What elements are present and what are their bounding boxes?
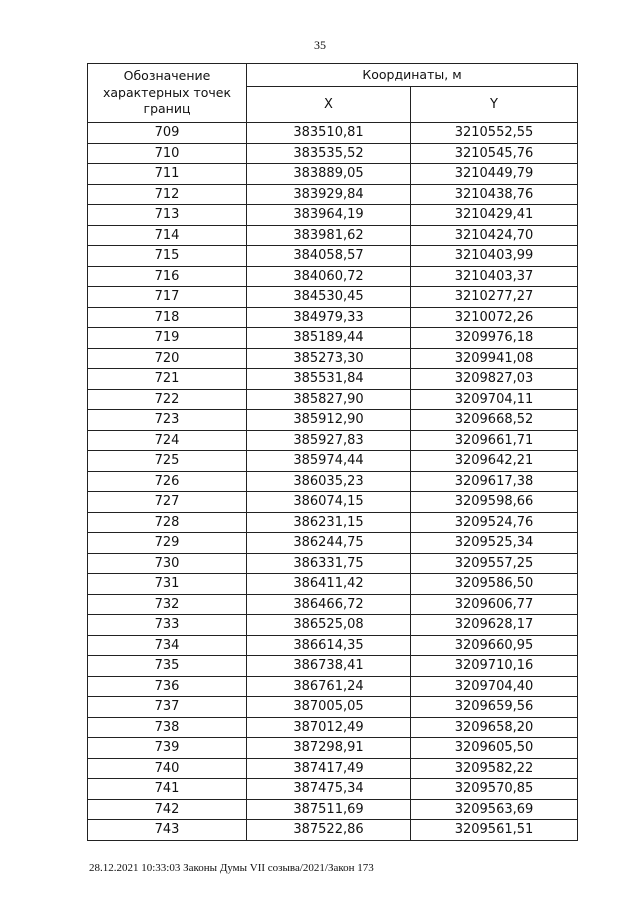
y-coordinate-cell: 3209941,08	[411, 348, 578, 369]
y-coordinate-cell: 3209586,50	[411, 574, 578, 595]
table-row	[88, 451, 578, 472]
point-number-cell: 718	[88, 307, 247, 328]
y-coordinate-cell: 3209570,85	[411, 779, 578, 800]
x-coordinate-cell: 386035,23	[247, 471, 411, 492]
y-coordinate-cell: 3209605,50	[411, 738, 578, 759]
point-number-cell: 727	[88, 492, 247, 513]
point-number-cell: 738	[88, 717, 247, 738]
table-row	[88, 574, 578, 595]
footer-document-stamp: 28.12.2021 10:33:03 Законы Думы VII созыва/2021/Закон 173	[89, 862, 374, 874]
table-row	[88, 553, 578, 574]
point-number-cell: 712	[88, 184, 247, 205]
point-number-cell: 733	[88, 615, 247, 636]
point-number-cell: 726	[88, 471, 247, 492]
table-row	[88, 430, 578, 451]
x-coordinate-cell: 386411,42	[247, 574, 411, 595]
point-number-cell: 741	[88, 779, 247, 800]
y-coordinate-cell: 3210449,79	[411, 164, 578, 185]
table-row	[88, 779, 578, 800]
y-coordinate-cell: 3209668,52	[411, 410, 578, 431]
y-coordinate-cell: 3209642,21	[411, 451, 578, 472]
table-row	[88, 307, 578, 328]
point-number-cell: 743	[88, 820, 247, 841]
y-coordinate-cell: 3209606,77	[411, 594, 578, 615]
y-coordinate-cell: 3209557,25	[411, 553, 578, 574]
table-row	[88, 492, 578, 513]
header-y: Y	[411, 87, 578, 123]
y-coordinate-cell: 3210403,37	[411, 266, 578, 287]
x-coordinate-cell: 385531,84	[247, 369, 411, 390]
y-coordinate-cell: 3209660,95	[411, 635, 578, 656]
point-number-cell: 725	[88, 451, 247, 472]
y-coordinate-cell: 3210277,27	[411, 287, 578, 308]
x-coordinate-cell: 386525,08	[247, 615, 411, 636]
y-coordinate-cell: 3210424,70	[411, 225, 578, 246]
table-row	[88, 717, 578, 738]
point-number-cell: 714	[88, 225, 247, 246]
table-row	[88, 266, 578, 287]
point-number-cell: 734	[88, 635, 247, 656]
point-number-cell: 737	[88, 697, 247, 718]
table-row	[88, 738, 578, 759]
header-x: X	[247, 87, 411, 123]
x-coordinate-cell: 384979,33	[247, 307, 411, 328]
table-row	[88, 594, 578, 615]
point-number-cell: 717	[88, 287, 247, 308]
y-coordinate-cell: 3209710,16	[411, 656, 578, 677]
table-row	[88, 123, 578, 144]
y-coordinate-cell: 3209976,18	[411, 328, 578, 349]
x-coordinate-cell: 385974,44	[247, 451, 411, 472]
x-coordinate-cell: 385273,30	[247, 348, 411, 369]
y-coordinate-cell: 3209628,17	[411, 615, 578, 636]
y-coordinate-cell: 3209563,69	[411, 799, 578, 820]
table-body	[88, 123, 578, 841]
x-coordinate-cell: 386738,41	[247, 656, 411, 677]
x-coordinate-cell: 383889,05	[247, 164, 411, 185]
point-number-cell: 728	[88, 512, 247, 533]
point-number-cell: 722	[88, 389, 247, 410]
x-coordinate-cell: 386331,75	[247, 553, 411, 574]
table-row	[88, 348, 578, 369]
table-row	[88, 512, 578, 533]
point-number-cell: 715	[88, 246, 247, 267]
y-coordinate-cell: 3210429,41	[411, 205, 578, 226]
point-number-cell: 711	[88, 164, 247, 185]
table-row	[88, 328, 578, 349]
point-number-cell: 720	[88, 348, 247, 369]
x-coordinate-cell: 387475,34	[247, 779, 411, 800]
coordinates-table	[87, 63, 578, 841]
table-row	[88, 820, 578, 841]
point-number-cell: 729	[88, 533, 247, 554]
point-number-cell: 724	[88, 430, 247, 451]
x-coordinate-cell: 383981,62	[247, 225, 411, 246]
x-coordinate-cell: 386231,15	[247, 512, 411, 533]
x-coordinate-cell: 383535,52	[247, 143, 411, 164]
table-row	[88, 635, 578, 656]
y-coordinate-cell: 3209704,11	[411, 389, 578, 410]
x-coordinate-cell: 386074,15	[247, 492, 411, 513]
point-number-cell: 740	[88, 758, 247, 779]
point-number-cell: 742	[88, 799, 247, 820]
table-row	[88, 164, 578, 185]
table-row	[88, 676, 578, 697]
table-row	[88, 697, 578, 718]
x-coordinate-cell: 384058,57	[247, 246, 411, 267]
page-number: 35	[314, 38, 326, 52]
table-row	[88, 287, 578, 308]
point-number-cell: 719	[88, 328, 247, 349]
point-number-cell: 736	[88, 676, 247, 697]
y-coordinate-cell: 3209582,22	[411, 758, 578, 779]
table-row	[88, 410, 578, 431]
y-coordinate-cell: 3209658,20	[411, 717, 578, 738]
y-coordinate-cell: 3209704,40	[411, 676, 578, 697]
point-number-cell: 730	[88, 553, 247, 574]
x-coordinate-cell: 386614,35	[247, 635, 411, 656]
x-coordinate-cell: 385189,44	[247, 328, 411, 349]
point-number-cell: 709	[88, 123, 247, 144]
point-number-cell: 739	[88, 738, 247, 759]
x-coordinate-cell: 386466,72	[247, 594, 411, 615]
x-coordinate-cell: 385927,83	[247, 430, 411, 451]
x-coordinate-cell: 387005,05	[247, 697, 411, 718]
y-coordinate-cell: 3209525,34	[411, 533, 578, 554]
y-coordinate-cell: 3209524,76	[411, 512, 578, 533]
x-coordinate-cell: 385912,90	[247, 410, 411, 431]
point-number-cell: 723	[88, 410, 247, 431]
y-coordinate-cell: 3209561,51	[411, 820, 578, 841]
table-row	[88, 369, 578, 390]
x-coordinate-cell: 384060,72	[247, 266, 411, 287]
x-coordinate-cell: 384530,45	[247, 287, 411, 308]
y-coordinate-cell: 3209659,56	[411, 697, 578, 718]
y-coordinate-cell: 3210072,26	[411, 307, 578, 328]
table-row	[88, 533, 578, 554]
table-row	[88, 225, 578, 246]
header-coordinates: Координаты, м	[247, 64, 578, 87]
table-row	[88, 389, 578, 410]
y-coordinate-cell: 3209617,38	[411, 471, 578, 492]
y-coordinate-cell: 3209598,66	[411, 492, 578, 513]
table-row	[88, 143, 578, 164]
x-coordinate-cell: 387417,49	[247, 758, 411, 779]
table-row	[88, 471, 578, 492]
point-number-cell: 732	[88, 594, 247, 615]
y-coordinate-cell: 3210545,76	[411, 143, 578, 164]
header-point-designation: Обозначение характерных точек границ	[88, 64, 247, 123]
table-row	[88, 758, 578, 779]
x-coordinate-cell: 386761,24	[247, 676, 411, 697]
point-number-cell: 713	[88, 205, 247, 226]
table-row	[88, 205, 578, 226]
x-coordinate-cell: 385827,90	[247, 389, 411, 410]
x-coordinate-cell: 387522,86	[247, 820, 411, 841]
y-coordinate-cell: 3210552,55	[411, 123, 578, 144]
point-number-cell: 721	[88, 369, 247, 390]
point-number-cell: 735	[88, 656, 247, 677]
table-row	[88, 656, 578, 677]
table-header	[88, 64, 578, 123]
table-row	[88, 799, 578, 820]
y-coordinate-cell: 3209661,71	[411, 430, 578, 451]
point-number-cell: 716	[88, 266, 247, 287]
point-number-cell: 731	[88, 574, 247, 595]
y-coordinate-cell: 3210403,99	[411, 246, 578, 267]
x-coordinate-cell: 387012,49	[247, 717, 411, 738]
x-coordinate-cell: 386244,75	[247, 533, 411, 554]
table-row	[88, 246, 578, 267]
x-coordinate-cell: 383964,19	[247, 205, 411, 226]
y-coordinate-cell: 3209827,03	[411, 369, 578, 390]
x-coordinate-cell: 387511,69	[247, 799, 411, 820]
x-coordinate-cell: 387298,91	[247, 738, 411, 759]
table-row	[88, 615, 578, 636]
table-row	[88, 184, 578, 205]
x-coordinate-cell: 383929,84	[247, 184, 411, 205]
point-number-cell: 710	[88, 143, 247, 164]
y-coordinate-cell: 3210438,76	[411, 184, 578, 205]
x-coordinate-cell: 383510,81	[247, 123, 411, 144]
